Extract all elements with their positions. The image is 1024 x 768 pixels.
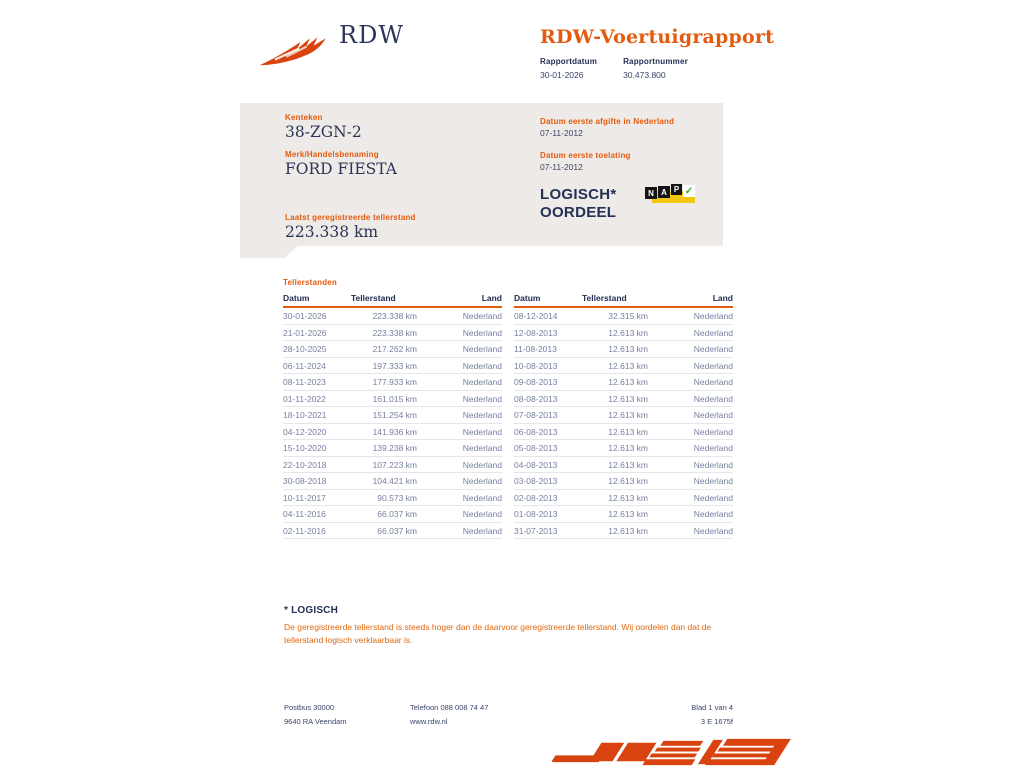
row-date: 15-10-2020	[283, 443, 327, 453]
table-row	[283, 490, 502, 507]
oordeel-line2: OORDEEL	[540, 204, 617, 221]
afgifte-label: Datum eerste afgifte in Nederland	[540, 117, 675, 126]
tellerstanden-section	[283, 278, 733, 539]
table-row	[514, 325, 733, 342]
kenteken-label: Kenteken	[285, 113, 323, 122]
table-row	[283, 391, 502, 408]
row-date: 08-11-2023	[283, 377, 326, 387]
row-date: 08-08-2013	[514, 393, 558, 404]
table-row	[514, 358, 733, 375]
oordeel-line1: LOGISCH*	[540, 186, 617, 203]
table-row	[514, 341, 733, 358]
table-group-right	[514, 293, 733, 539]
row-tellerstand: 12.613 km	[608, 459, 648, 470]
row-tellerstand: 223.338 km	[372, 327, 417, 338]
col-header-tellerstand: Tellerstand	[582, 293, 627, 303]
table-row	[514, 490, 733, 507]
table-row	[514, 506, 733, 523]
table-row	[514, 407, 733, 424]
table-row	[283, 341, 502, 358]
table-row	[283, 407, 502, 424]
tellerstand-value: 223.338 km	[285, 223, 379, 241]
row-date: 11-08-2013	[514, 344, 557, 354]
row-tellerstand: 66.037 km	[377, 509, 417, 519]
row-tellerstand: 161.015 km	[372, 393, 417, 404]
merk-value: FORD FIESTA	[285, 160, 397, 178]
row-land: Nederland	[693, 393, 733, 404]
row-tellerstand: 90.573 km	[377, 492, 417, 503]
table-row	[514, 424, 733, 441]
row-tellerstand: 104.421 km	[372, 476, 417, 486]
row-land: Nederland	[462, 327, 502, 338]
row-land: Nederland	[693, 509, 733, 519]
row-land: Nederland	[693, 360, 733, 371]
logisch-footnote	[284, 605, 729, 647]
tellerstand-label: Laatst geregistreerde tellerstand	[285, 213, 416, 222]
footer-contact	[410, 701, 691, 729]
table-row	[514, 374, 733, 391]
row-date: 04-12-2020	[283, 426, 327, 437]
row-land: Nederland	[693, 311, 733, 321]
toelating-label: Datum eerste toelating	[540, 151, 631, 160]
row-tellerstand: 107.223 km	[372, 459, 417, 470]
report-date-value: 30-01-2026	[540, 70, 584, 80]
report-date-block	[540, 57, 597, 80]
row-tellerstand: 223.338 km	[372, 311, 417, 321]
rdw-stripes-graphic-icon	[552, 737, 794, 767]
row-date: 18-10-2021	[283, 410, 327, 420]
table-row	[283, 457, 502, 474]
row-tellerstand: 12.613 km	[608, 476, 648, 486]
footer-postbus: Postbus 30000	[284, 703, 335, 712]
row-land: Nederland	[693, 327, 733, 338]
row-date: 06-11-2024	[283, 360, 326, 371]
table-row	[514, 457, 733, 474]
table-rows-right	[514, 308, 733, 539]
row-land: Nederland	[693, 426, 733, 437]
row-tellerstand: 12.613 km	[608, 509, 648, 519]
report-number-label: Rapportnummer	[623, 57, 688, 66]
table-row	[283, 523, 502, 540]
footnote-text: De geregistreerde tellerstand is steeds hoger dan de daarvoor geregistreerde tellerstand. Wij oordelen dan dat de tellerstand logisch verklaarbaar is.	[284, 622, 712, 645]
table-row	[283, 308, 502, 325]
table-title: Tellerstanden	[283, 278, 338, 287]
footer-page-number: Blad 1 van 4	[691, 703, 733, 712]
oordeel-text	[540, 186, 617, 222]
toelating-value: 07-11-2012	[540, 162, 583, 172]
row-tellerstand: 12.613 km	[608, 492, 648, 503]
row-date: 10-11-2017	[283, 492, 326, 503]
row-tellerstand: 12.613 km	[608, 344, 648, 354]
afgifte-value: 07-11-2012	[540, 128, 583, 138]
row-date: 08-12-2014	[514, 311, 558, 321]
footer-form-code: 3 E 1675f	[700, 717, 733, 726]
footer-address	[284, 701, 410, 729]
table-group-left	[283, 293, 502, 539]
row-tellerstand: 151.254 km	[372, 410, 417, 420]
report-meta	[540, 57, 688, 80]
footer-phone: Telefoon 088 008 74 47	[410, 703, 489, 712]
rdw-wordmark: RDW	[339, 21, 404, 49]
table-row	[283, 358, 502, 375]
row-tellerstand: 12.613 km	[608, 393, 648, 404]
row-land: Nederland	[462, 377, 502, 387]
col-header-tellerstand: Tellerstand	[351, 293, 396, 303]
row-tellerstand: 12.613 km	[608, 377, 648, 387]
row-land: Nederland	[462, 410, 502, 420]
page-footer	[284, 701, 733, 729]
row-land: Nederland	[693, 410, 733, 420]
table-row	[283, 506, 502, 523]
report-number-value: 30.473.800	[623, 70, 666, 80]
row-tellerstand: 197.333 km	[372, 360, 417, 371]
table-rows-left	[283, 308, 502, 539]
report-number-block	[623, 57, 688, 80]
table-row	[283, 374, 502, 391]
row-tellerstand: 139.238 km	[372, 443, 417, 453]
row-date: 01-11-2022	[283, 393, 326, 404]
table-row	[283, 473, 502, 490]
row-date: 03-08-2013	[514, 476, 558, 486]
row-tellerstand: 66.037 km	[377, 525, 417, 536]
rdw-wing-logo-icon	[256, 27, 334, 69]
row-date: 30-08-2018	[283, 476, 327, 486]
row-tellerstand: 12.613 km	[608, 426, 648, 437]
nap-letter-n: N	[645, 187, 657, 199]
row-land: Nederland	[693, 476, 733, 486]
row-date: 30-01-2026	[283, 311, 327, 321]
table-row	[283, 424, 502, 441]
row-tellerstand: 12.613 km	[608, 443, 648, 453]
table-row	[283, 325, 502, 342]
row-land: Nederland	[462, 476, 502, 486]
col-header-datum: Datum	[283, 293, 310, 303]
row-land: Nederland	[462, 492, 502, 503]
row-date: 07-08-2013	[514, 410, 558, 420]
row-land: Nederland	[462, 509, 502, 519]
row-land: Nederland	[693, 443, 733, 453]
col-header-datum: Datum	[514, 293, 541, 303]
row-land: Nederland	[462, 344, 502, 354]
nap-letter-p: P	[671, 184, 682, 195]
row-tellerstand: 177.933 km	[372, 377, 417, 387]
footer-website-link[interactable]: www.rdw.nl	[410, 717, 448, 726]
row-tellerstand: 12.613 km	[608, 327, 648, 338]
row-land: Nederland	[462, 443, 502, 453]
report-date-label: Rapportdatum	[540, 57, 598, 66]
footer-pagination	[691, 701, 733, 729]
row-land: Nederland	[462, 426, 502, 437]
row-land: Nederland	[693, 344, 733, 354]
row-date: 05-08-2013	[514, 443, 558, 453]
footnote-title: * LOGISCH	[284, 605, 339, 616]
row-tellerstand: 32.315 km	[608, 311, 648, 321]
row-land: Nederland	[693, 377, 733, 387]
footer-city: 9640 RA Veendam	[284, 717, 347, 726]
row-date: 31-07-2013	[514, 525, 558, 536]
table-row	[514, 308, 733, 325]
row-land: Nederland	[462, 525, 502, 536]
row-tellerstand: 141.936 km	[372, 426, 417, 437]
row-date: 06-08-2013	[514, 426, 558, 437]
table-row	[514, 473, 733, 490]
table-row	[514, 523, 733, 540]
row-land: Nederland	[462, 459, 502, 470]
row-date: 02-11-2016	[283, 525, 326, 536]
row-tellerstand: 12.613 km	[608, 525, 648, 536]
nap-letter-a: A	[658, 186, 670, 198]
nap-logo	[645, 183, 697, 207]
vehicle-summary-panel	[240, 103, 723, 246]
row-date: 04-11-2016	[283, 509, 326, 519]
row-land: Nederland	[693, 459, 733, 470]
table-row	[514, 440, 733, 457]
row-date: 10-08-2013	[514, 360, 558, 371]
row-land: Nederland	[693, 492, 733, 503]
row-date: 28-10-2025	[283, 344, 327, 354]
table-groups	[283, 293, 733, 539]
col-header-land: Land	[712, 293, 733, 303]
row-date: 12-08-2013	[514, 327, 558, 338]
row-tellerstand: 217.262 km	[372, 344, 417, 354]
row-date: 21-01-2026	[283, 327, 327, 338]
col-header-land: Land	[481, 293, 502, 303]
table-header	[283, 293, 502, 308]
row-date: 04-08-2013	[514, 459, 558, 470]
page-title: RDW-Voertuigrapport	[540, 26, 775, 48]
row-land: Nederland	[693, 525, 733, 536]
table-row	[514, 391, 733, 408]
table-row	[283, 440, 502, 457]
row-date: 01-08-2013	[514, 509, 558, 519]
row-land: Nederland	[462, 393, 502, 404]
nap-check-icon: ✓	[684, 185, 694, 197]
row-tellerstand: 12.613 km	[608, 360, 648, 371]
table-header	[514, 293, 733, 308]
row-date: 22-10-2018	[283, 459, 327, 470]
row-land: Nederland	[462, 311, 502, 321]
row-date: 09-08-2013	[514, 377, 558, 387]
row-date: 02-08-2013	[514, 492, 558, 503]
kenteken-value: 38-ZGN-2	[285, 123, 362, 141]
row-land: Nederland	[462, 360, 502, 371]
row-tellerstand: 12.613 km	[608, 410, 648, 420]
merk-label: Merk/Handelsbenaming	[285, 150, 379, 159]
